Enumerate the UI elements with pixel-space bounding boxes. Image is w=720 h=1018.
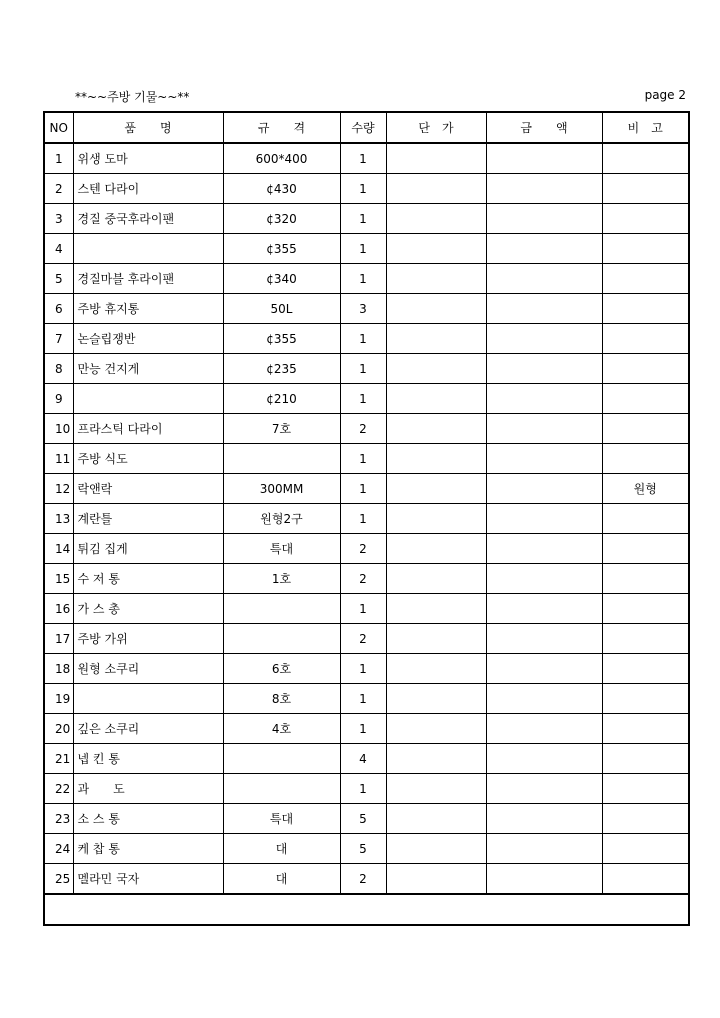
row-item-name — [73, 234, 223, 264]
table-body — [44, 143, 689, 894]
row-unit-price — [386, 143, 486, 174]
row-no: 5 — [44, 264, 73, 294]
row-item-name: 수 저 통 — [73, 564, 223, 594]
row-unit-price — [386, 294, 486, 324]
header-spec: 규 격 — [223, 112, 340, 143]
row-amount — [486, 654, 602, 684]
row-unit-price — [386, 774, 486, 804]
table-row — [44, 834, 689, 864]
row-note — [602, 834, 689, 864]
row-note — [602, 174, 689, 204]
table-row — [44, 534, 689, 564]
row-unit-price — [386, 414, 486, 444]
table-row — [44, 444, 689, 474]
row-no: 13 — [44, 504, 73, 534]
row-amount — [486, 804, 602, 834]
header-unit-price: 단 가 — [386, 112, 486, 143]
table-row — [44, 804, 689, 834]
header-amount: 금 액 — [486, 112, 602, 143]
row-qty: 1 — [340, 354, 386, 384]
row-item-name: 경질 중국후라이팬 — [73, 204, 223, 234]
row-item-name: 주방 식도 — [73, 444, 223, 474]
row-amount — [486, 204, 602, 234]
row-no: 21 — [44, 744, 73, 774]
row-no: 7 — [44, 324, 73, 354]
row-amount — [486, 714, 602, 744]
row-spec: 특대 — [223, 534, 340, 564]
row-spec: ¢320 — [223, 204, 340, 234]
row-spec: 600*400 — [223, 143, 340, 174]
table-row — [44, 504, 689, 534]
row-amount — [486, 143, 602, 174]
row-qty: 1 — [340, 174, 386, 204]
row-spec: 4호 — [223, 714, 340, 744]
row-unit-price — [386, 444, 486, 474]
table-row — [44, 564, 689, 594]
row-spec: 6호 — [223, 654, 340, 684]
row-amount — [486, 504, 602, 534]
row-amount — [486, 234, 602, 264]
row-item-name: 케 찹 통 — [73, 834, 223, 864]
row-amount — [486, 294, 602, 324]
row-no: 20 — [44, 714, 73, 744]
row-unit-price — [386, 504, 486, 534]
row-note — [602, 264, 689, 294]
table-row — [44, 864, 689, 895]
row-no: 14 — [44, 534, 73, 564]
row-item-name: 과 도 — [73, 774, 223, 804]
row-note — [602, 504, 689, 534]
row-qty: 1 — [340, 143, 386, 174]
row-amount — [486, 684, 602, 714]
table-row — [44, 294, 689, 324]
header-name: 품 명 — [73, 112, 223, 143]
row-no: 9 — [44, 384, 73, 414]
row-note — [602, 444, 689, 474]
row-spec — [223, 744, 340, 774]
row-spec: 원형2구 — [223, 504, 340, 534]
table-row — [44, 774, 689, 804]
row-unit-price — [386, 834, 486, 864]
row-note — [602, 804, 689, 834]
row-unit-price — [386, 654, 486, 684]
row-qty: 2 — [340, 564, 386, 594]
row-no: 8 — [44, 354, 73, 384]
row-qty: 1 — [340, 714, 386, 744]
row-spec: 특대 — [223, 804, 340, 834]
row-item-name: 락앤락 — [73, 474, 223, 504]
row-item-name: 경질마블 후라이팬 — [73, 264, 223, 294]
row-qty: 1 — [340, 774, 386, 804]
table-row — [44, 744, 689, 774]
row-no: 24 — [44, 834, 73, 864]
row-note: 원형 — [602, 474, 689, 504]
row-item-name: 원형 소쿠리 — [73, 654, 223, 684]
table-row — [44, 474, 689, 504]
row-unit-price — [386, 564, 486, 594]
row-no: 11 — [44, 444, 73, 474]
row-amount — [486, 444, 602, 474]
row-unit-price — [386, 354, 486, 384]
row-unit-price — [386, 594, 486, 624]
row-spec — [223, 624, 340, 654]
row-qty: 2 — [340, 534, 386, 564]
row-no: 1 — [44, 143, 73, 174]
row-spec: 8호 — [223, 684, 340, 714]
table-footer-row — [44, 894, 689, 925]
row-amount — [486, 834, 602, 864]
row-unit-price — [386, 624, 486, 654]
row-no: 19 — [44, 684, 73, 714]
row-spec: ¢235 — [223, 354, 340, 384]
row-qty: 1 — [340, 324, 386, 354]
table-row — [44, 624, 689, 654]
table-row — [44, 324, 689, 354]
row-no: 6 — [44, 294, 73, 324]
row-item-name: 주방 가위 — [73, 624, 223, 654]
row-amount — [486, 774, 602, 804]
row-amount — [486, 594, 602, 624]
row-amount — [486, 324, 602, 354]
row-spec — [223, 774, 340, 804]
row-qty: 5 — [340, 804, 386, 834]
row-amount — [486, 534, 602, 564]
row-no: 17 — [44, 624, 73, 654]
row-amount — [486, 744, 602, 774]
row-qty: 2 — [340, 624, 386, 654]
row-qty: 1 — [340, 504, 386, 534]
row-note — [602, 654, 689, 684]
row-note — [602, 354, 689, 384]
row-item-name: 소 스 통 — [73, 804, 223, 834]
row-unit-price — [386, 174, 486, 204]
row-note — [602, 143, 689, 174]
row-spec: 300MM — [223, 474, 340, 504]
table-row — [44, 654, 689, 684]
row-no: 22 — [44, 774, 73, 804]
row-unit-price — [386, 264, 486, 294]
row-note — [602, 294, 689, 324]
header-no: NO — [44, 112, 73, 143]
row-amount — [486, 864, 602, 895]
row-note — [602, 414, 689, 444]
row-qty: 1 — [340, 654, 386, 684]
row-item-name: 가 스 총 — [73, 594, 223, 624]
row-unit-price — [386, 234, 486, 264]
row-qty: 1 — [340, 474, 386, 504]
row-spec: ¢355 — [223, 234, 340, 264]
row-item-name: 논슬립쟁반 — [73, 324, 223, 354]
row-amount — [486, 414, 602, 444]
row-qty: 1 — [340, 234, 386, 264]
row-qty: 1 — [340, 264, 386, 294]
row-item-name: 주방 휴지통 — [73, 294, 223, 324]
row-item-name: 만능 건지게 — [73, 354, 223, 384]
row-spec: ¢210 — [223, 384, 340, 414]
row-unit-price — [386, 714, 486, 744]
row-unit-price — [386, 864, 486, 895]
row-qty: 1 — [340, 384, 386, 414]
row-spec: 대 — [223, 864, 340, 895]
row-qty: 5 — [340, 834, 386, 864]
row-spec: 7호 — [223, 414, 340, 444]
row-spec: 50L — [223, 294, 340, 324]
row-unit-price — [386, 534, 486, 564]
row-no: 16 — [44, 594, 73, 624]
row-spec: ¢430 — [223, 174, 340, 204]
row-qty: 2 — [340, 864, 386, 895]
table-row — [44, 174, 689, 204]
header-qty: 수량 — [340, 112, 386, 143]
row-note — [602, 594, 689, 624]
row-note — [602, 324, 689, 354]
row-unit-price — [386, 684, 486, 714]
table-row — [44, 594, 689, 624]
row-item-name — [73, 384, 223, 414]
row-no: 12 — [44, 474, 73, 504]
row-note — [602, 864, 689, 895]
row-unit-price — [386, 474, 486, 504]
row-amount — [486, 474, 602, 504]
row-note — [602, 744, 689, 774]
row-qty: 1 — [340, 204, 386, 234]
row-amount — [486, 384, 602, 414]
row-qty: 1 — [340, 594, 386, 624]
row-item-name: 멜라민 국자 — [73, 864, 223, 895]
row-unit-price — [386, 204, 486, 234]
row-note — [602, 384, 689, 414]
row-amount — [486, 354, 602, 384]
row-no: 3 — [44, 204, 73, 234]
table-row — [44, 414, 689, 444]
header-note: 비 고 — [602, 112, 689, 143]
row-amount — [486, 264, 602, 294]
row-amount — [486, 564, 602, 594]
row-item-name: 스텐 다라이 — [73, 174, 223, 204]
document-title: **~~주방 기물~~** — [75, 90, 190, 104]
row-no: 18 — [44, 654, 73, 684]
row-item-name: 넵 킨 통 — [73, 744, 223, 774]
row-no: 25 — [44, 864, 73, 895]
row-spec — [223, 444, 340, 474]
row-note — [602, 234, 689, 264]
row-item-name: 위생 도마 — [73, 143, 223, 174]
row-qty: 1 — [340, 684, 386, 714]
row-amount — [486, 174, 602, 204]
row-item-name: 계란틀 — [73, 504, 223, 534]
equipment-table — [43, 111, 690, 926]
document-header — [43, 88, 688, 108]
row-item-name: 깊은 소쿠리 — [73, 714, 223, 744]
row-unit-price — [386, 744, 486, 774]
row-note — [602, 534, 689, 564]
page-number: page 2 — [644, 88, 686, 102]
row-qty: 1 — [340, 444, 386, 474]
row-unit-price — [386, 324, 486, 354]
row-note — [602, 714, 689, 744]
footer-cell — [44, 894, 689, 925]
row-spec — [223, 594, 340, 624]
table-row — [44, 384, 689, 414]
table-row — [44, 684, 689, 714]
row-spec: 대 — [223, 834, 340, 864]
row-no: 10 — [44, 414, 73, 444]
row-note — [602, 204, 689, 234]
row-note — [602, 624, 689, 654]
row-item-name — [73, 684, 223, 714]
row-note — [602, 774, 689, 804]
table-row — [44, 234, 689, 264]
row-no: 4 — [44, 234, 73, 264]
table-header-row — [44, 112, 689, 143]
table-row — [44, 354, 689, 384]
row-spec: ¢340 — [223, 264, 340, 294]
row-item-name: 프라스틱 다라이 — [73, 414, 223, 444]
row-qty: 3 — [340, 294, 386, 324]
table-row — [44, 264, 689, 294]
row-spec: ¢355 — [223, 324, 340, 354]
row-spec: 1호 — [223, 564, 340, 594]
table-row — [44, 204, 689, 234]
row-note — [602, 684, 689, 714]
row-no: 15 — [44, 564, 73, 594]
row-unit-price — [386, 384, 486, 414]
row-no: 23 — [44, 804, 73, 834]
row-note — [602, 564, 689, 594]
row-qty: 4 — [340, 744, 386, 774]
row-qty: 2 — [340, 414, 386, 444]
row-amount — [486, 624, 602, 654]
row-no: 2 — [44, 174, 73, 204]
row-unit-price — [386, 804, 486, 834]
table-row — [44, 143, 689, 174]
table-row — [44, 714, 689, 744]
row-item-name: 튀김 집게 — [73, 534, 223, 564]
